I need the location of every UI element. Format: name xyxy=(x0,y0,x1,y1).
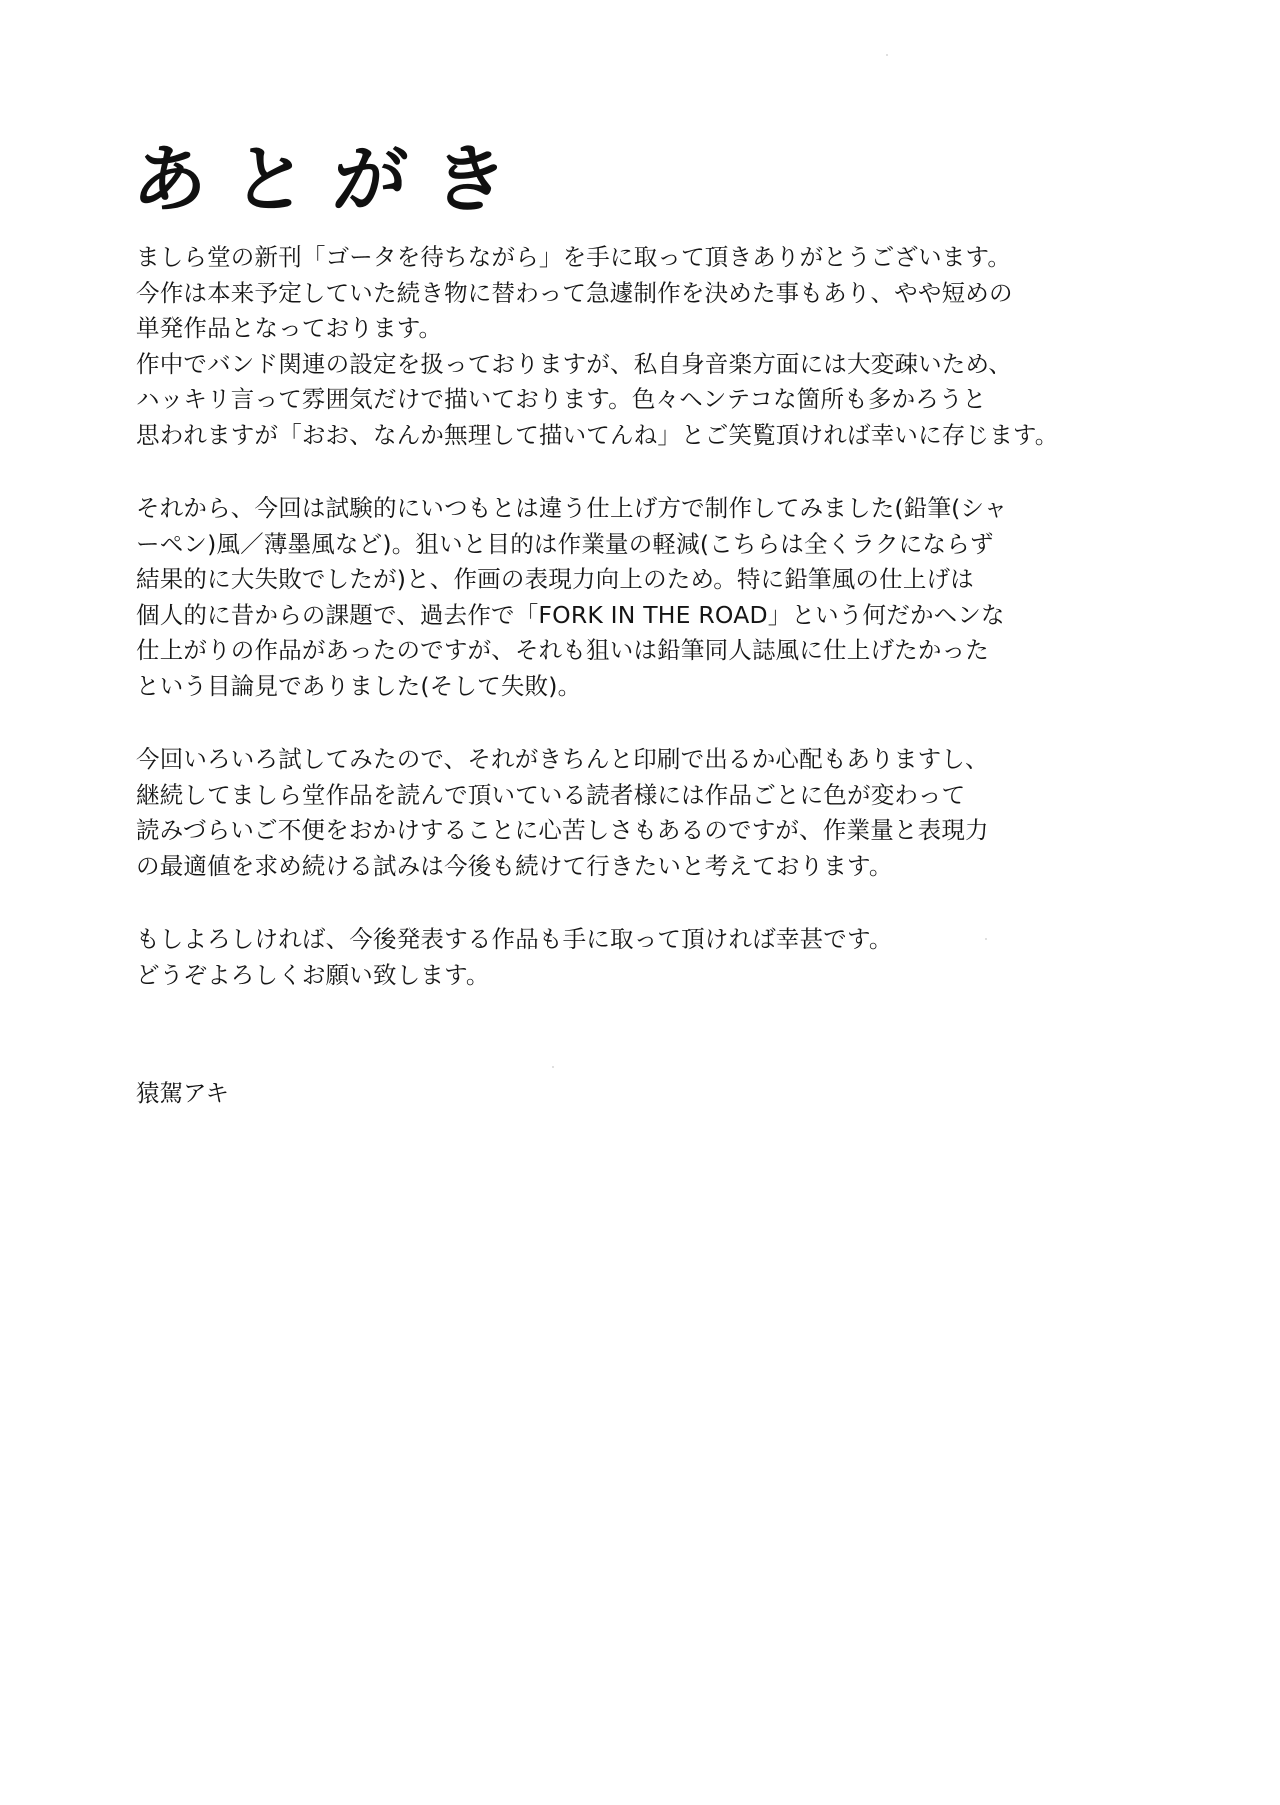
text-line: 継続してましら堂作品を読んで頂いている読者様には作品ごとに色が変わって xyxy=(136,780,966,809)
text-line: 仕上がりの作品があったのですが、それも狙いは鉛筆同人誌風に仕上げたかった xyxy=(136,636,989,664)
text-line: ーペン)風／薄墨風など)。狙いと目的は作業量の軽減(こちらは全くラクにならず xyxy=(136,529,994,558)
text-line: 結果的に大失敗でしたが)と、作画の表現力向上のため。特に鉛筆風の仕上げは xyxy=(136,565,974,593)
text-line: ましら堂の新刊「ゴータを待ちながら」を手に取って頂きありがとうございます。 xyxy=(136,243,1012,271)
paragraph-2 xyxy=(136,491,1156,704)
text-line: それから、今回は試験的にいつもとは違う仕上げ方で制作してみました(鉛筆(シャ xyxy=(136,494,1008,522)
text-line: 今作は本来予定していた続き物に替わって急遽制作を決めた事もあり、やや短めの xyxy=(136,278,1013,307)
afterword-body xyxy=(136,240,1156,1031)
text-line: 読みづらいご不便をおかけすることに心苦しさもあるのですが、作業量と表現力 xyxy=(136,816,989,844)
text-line: どうぞよろしくお願い致します。 xyxy=(136,960,490,989)
text-line: 単発作品となっております。 xyxy=(136,314,443,342)
text-line: ハッキリ言って雰囲気だけで描いております。色々ヘンテコな箇所も多かろうと xyxy=(136,385,987,413)
text-line: の最適値を求め続ける試みは今後も続けて行きたいと考えております。 xyxy=(136,851,893,880)
paper-speck xyxy=(886,54,888,56)
paragraph-4 xyxy=(136,922,1156,993)
text-line: 思われますが「おお、なんか無理して描いてんね」とご笑覧頂ければ幸いに存じます。 xyxy=(136,420,1059,449)
paragraph-1 xyxy=(136,240,1156,453)
paper-speck xyxy=(985,938,987,940)
author-signature: 猿駕アキ xyxy=(136,1079,230,1107)
text-line: 個人的に昔からの課題で、過去作で「FORK IN THE ROAD」という何だかヘンな xyxy=(136,600,1005,629)
text-line: 作中でバンド関連の設定を扱っておりますが、私自身音楽方面には大変疎いため、 xyxy=(136,349,1012,378)
paper-speck xyxy=(552,1066,554,1068)
paragraph-3 xyxy=(136,742,1156,884)
text-line: 今回いろいろ試してみたので、それがきちんと印刷で出るか心配もありますし、 xyxy=(136,745,989,773)
text-line: という目論見でありました(そして失敗)。 xyxy=(136,671,582,700)
page-title: あとがき xyxy=(129,137,537,223)
text-line: もしよろしければ、今後発表する作品も手に取って頂ければ幸甚です。 xyxy=(136,925,893,953)
